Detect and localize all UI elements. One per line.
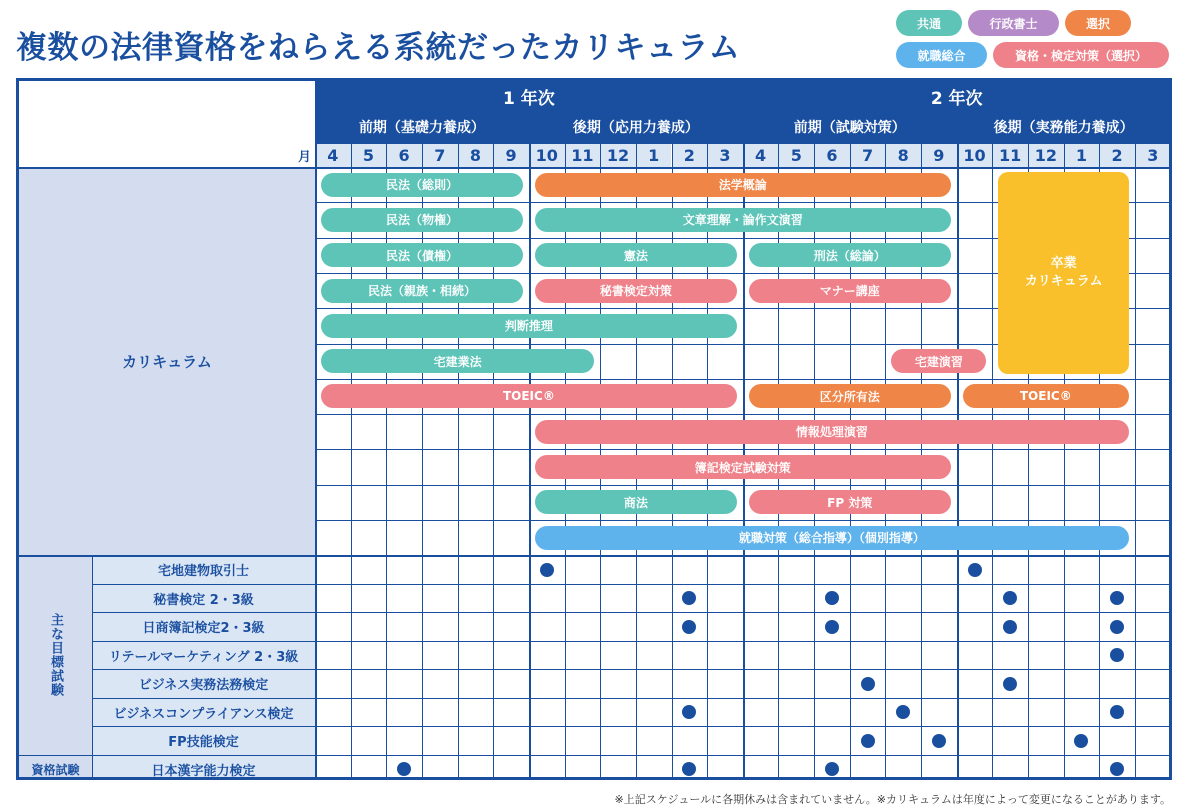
exam-dot [861,734,875,748]
month-cell: 10 [957,143,993,167]
month-cell: 7 [850,143,886,167]
course-bar: TOEIC® [963,384,1129,408]
exam-dot [932,734,946,748]
grid-line [92,555,93,780]
grid-line [315,485,1171,486]
exam-name: リテールマーケティング 2・3級 [92,641,315,670]
grid-line [315,143,1171,144]
grid-line [315,414,1171,415]
course-bar: 宅建業法 [321,349,594,373]
exam-dot [1110,648,1124,662]
exam-name: ビジネスコンプライアンス検定 [92,698,315,727]
grid-line [315,449,1171,450]
course-bar: TOEIC® [321,384,737,408]
course-bar: 秘書検定対策 [535,279,737,303]
month-cell: 8 [885,143,921,167]
month-cell: 9 [921,143,957,167]
exam-dot [896,705,910,719]
grid-line [19,555,1172,557]
course-bar: 就職対策（総合指導）（個別指導） [535,526,1129,550]
course-bar: 民法（債権） [321,243,523,267]
course-bar: 情報処理演習 [535,420,1129,444]
course-bar: 簿記検定試験対策 [535,455,951,479]
graduation-block: 卒業 カリキュラム [998,172,1129,374]
grid-line [315,520,1171,521]
course-bar: 憲法 [535,243,737,267]
exam-dot [682,762,696,776]
exam-dot [825,620,839,634]
grid-line [315,81,317,780]
exam-dot [1110,620,1124,634]
exam-dot [1110,591,1124,605]
month-label: 月 [19,143,315,167]
grid-line [1171,81,1172,780]
legend-item: 就職総合 [896,42,987,68]
curriculum-table [16,78,1172,780]
grid-line [92,726,1172,727]
exam-dot [825,591,839,605]
grid-line [92,612,1172,613]
grid-line [92,584,1172,585]
month-cell: 11 [992,143,1028,167]
month-cell: 7 [422,143,458,167]
month-cell: 4 [743,143,779,167]
page-title: 複数の法律資格をねらえる系統だったカリキュラム [16,30,741,66]
exam-dot [861,677,875,691]
year-header: 1 年次 [315,81,743,111]
month-cell: 1 [636,143,672,167]
month-cell: 12 [1028,143,1064,167]
year-header: 2 年次 [743,81,1171,111]
month-cell: 5 [778,143,814,167]
month-cell: 6 [386,143,422,167]
period-header: 後期（応用力養成） [529,111,743,143]
course-bar: 法学概論 [535,173,951,197]
course-bar: 民法（総則） [321,173,523,197]
course-bar: 判断推理 [321,314,737,338]
corner-blank [19,81,315,143]
grid-line [92,641,1172,642]
exam-name: ビジネス実務法務検定 [92,669,315,698]
exam-dot [1110,705,1124,719]
exam-dot [1110,762,1124,776]
grid-line [92,698,1172,699]
course-bar: 区分所有法 [749,384,951,408]
month-cell: 4 [315,143,351,167]
course-bar: 民法（物権） [321,208,523,232]
footnote: ※上記スケジュールに各期休みは含まれていません。※カリキュラムは年度によって変更になることがあります。 [614,793,1171,806]
course-bar: FP 対策 [749,490,951,514]
month-cell: 9 [493,143,529,167]
exam-dot [397,762,411,776]
grid-line [19,755,1172,756]
month-cell: 2 [1099,143,1135,167]
grid-line [92,669,1172,670]
goal-exams-label: 主な目標試験 [19,555,92,755]
grid-line [957,111,959,780]
exam-dot [540,563,554,577]
exam-name: 日本漢字能力検定 [92,755,315,780]
exam-name: 宅地建物取引士 [92,555,315,584]
month-cell: 8 [458,143,494,167]
month-cell: 5 [351,143,387,167]
course-bar: 民法（親族・相続） [321,279,523,303]
legend-item: 共通 [896,10,962,36]
course-bar: 刑法（総論） [749,243,951,267]
exam-dot [682,591,696,605]
legend-item: 資格・検定対策（選択） [993,42,1169,68]
month-cell: 10 [529,143,565,167]
curriculum-label: カリキュラム [19,167,315,555]
grid-line [315,379,1171,380]
exam-name: 秘書検定 2・3級 [92,584,315,613]
grid-line [315,111,1171,112]
month-cell: 6 [814,143,850,167]
exam-dot [968,563,982,577]
exam-dot [1074,734,1088,748]
period-header: 前期（基礎力養成） [315,111,529,143]
month-cell: 2 [672,143,708,167]
course-bar: 商法 [535,490,737,514]
course-bar: マナー講座 [749,279,951,303]
month-cell: 12 [600,143,636,167]
period-header: 前期（試験対策） [743,111,957,143]
exam-dot [1003,677,1017,691]
grid-line [529,111,531,780]
month-cell: 11 [565,143,601,167]
course-bar: 宅建演習 [891,349,986,373]
exam-name: 日商簿記検定2・3級 [92,612,315,641]
exam-dot [682,705,696,719]
exam-name: FP技能検定 [92,726,315,755]
month-cell: 1 [1064,143,1100,167]
period-header: 後期（実務能力養成） [957,111,1171,143]
legend-item: 行政書士 [968,10,1059,36]
grid-line [19,167,1172,169]
month-cell: 3 [1135,143,1171,167]
exam-dot [825,762,839,776]
legend-item: 選択 [1065,10,1131,36]
exam-dot [682,620,696,634]
month-cell: 3 [707,143,743,167]
exam-dot [1003,591,1017,605]
course-bar: 文章理解・論作文演習 [535,208,951,232]
exam-dot [1003,620,1017,634]
qualification-exam-label: 資格試験 [19,755,92,780]
